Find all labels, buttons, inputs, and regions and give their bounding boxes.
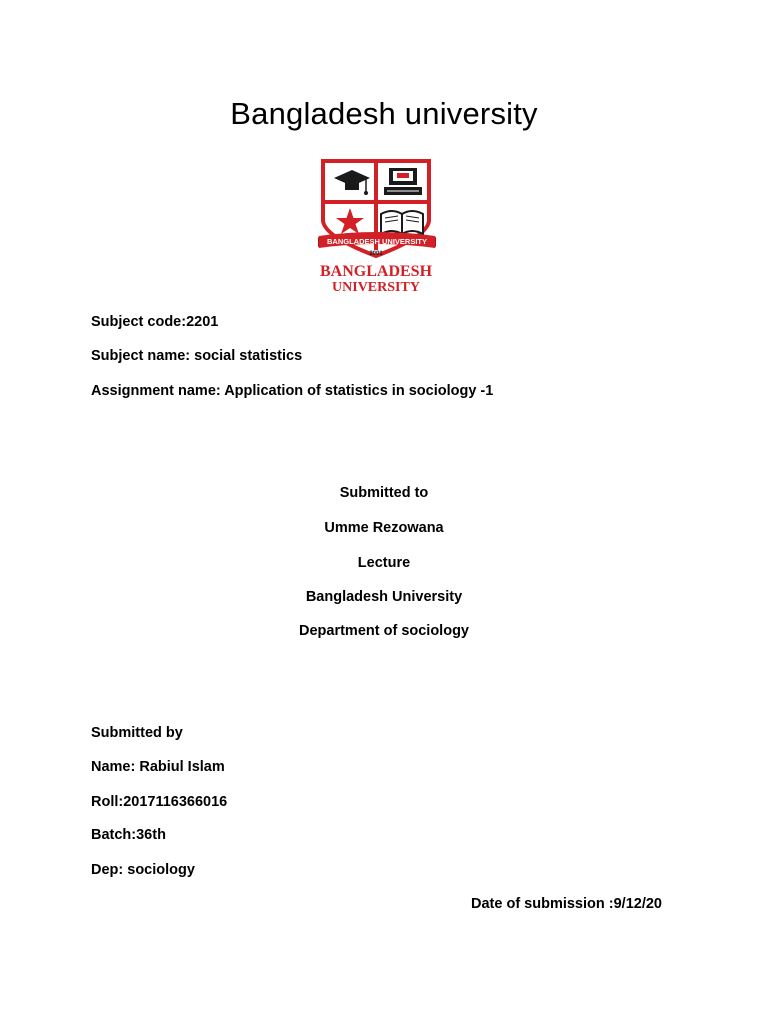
university-logo <box>318 158 436 296</box>
page-title: Bangladesh university <box>230 96 538 131</box>
submitted-to-role: Lecture <box>357 555 411 571</box>
submitted-by-batch: Batch:36th <box>91 827 166 843</box>
submitted-to-institution: Bangladesh University <box>305 589 463 605</box>
logo-name-line2: UNIVERSITY <box>332 280 420 295</box>
logo-name-line1: BANGLADESH <box>319 263 433 280</box>
subject-code: Subject code:2201 <box>91 314 219 330</box>
submitted-to-heading: Submitted to <box>339 485 429 501</box>
logo-banner-text: BANGLADESH UNIVERSITY <box>326 237 428 246</box>
logo-year: 2001 <box>369 251 383 257</box>
submitted-by-roll: Roll:2017116366016 <box>91 794 228 810</box>
date-of-submission: Date of submission :9/12/20 <box>471 896 662 912</box>
submitted-by-name: Name: Rabiul Islam <box>91 759 225 775</box>
assignment-name: Assignment name: Application of statistics in sociology -1 <box>91 383 494 399</box>
subject-name: Subject name: social statistics <box>91 348 303 364</box>
submitted-by-dep: Dep: sociology <box>91 862 195 878</box>
submitted-to-person: Umme Rezowana <box>324 520 444 536</box>
submitted-by-heading: Submitted by <box>91 725 183 741</box>
submitted-to-department: Department of sociology <box>299 623 469 639</box>
